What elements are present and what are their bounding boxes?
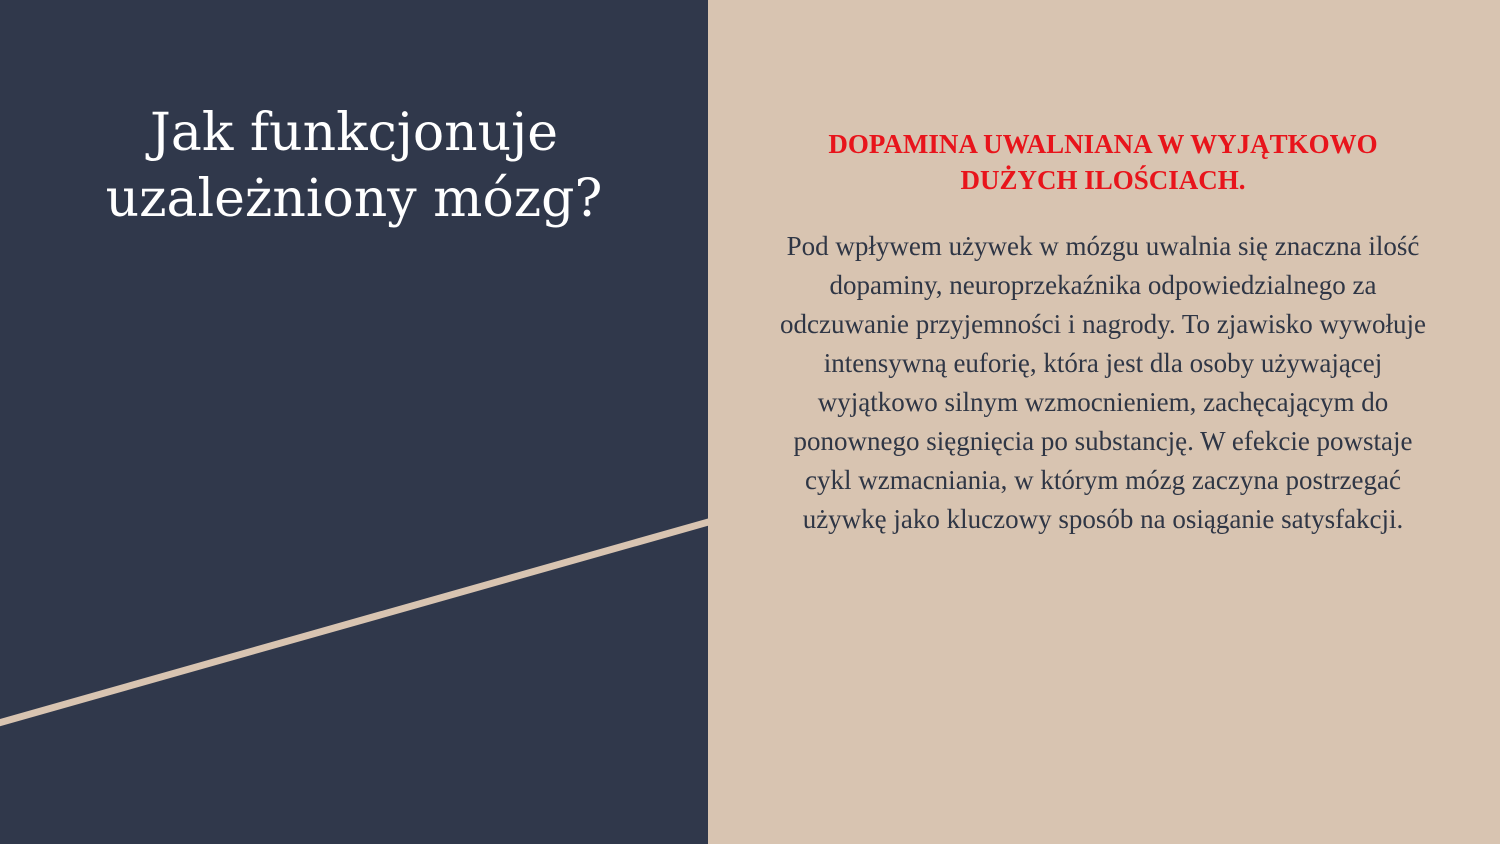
section-heading: DOPAMINA UWALNIANA W WYJĄTKOWO DUŻYCH ILOŚCIACH. [828, 129, 1378, 195]
left-panel [0, 0, 708, 844]
slide-title: Jak funkcjonuje uzależniony mózg? [105, 103, 603, 229]
diagonal-stroke [0, 521, 708, 724]
body-paragraph: Pod wpływem używek w mózgu uwalnia się znaczna ilość dopaminy, neuroprzekaźnika odpowiedzialnego za odczuwanie przyjemności i nagrody. To zjawisko wywołuje intensywną euforię, która jest dla osoby używającej wyjątkowo silnym wzmocnieniem, zachęcającym do ponownego sięgnięcia po substancję. W efekcie powstaje cykl wzmacniania, w którym mózg zaczyna postrzegać używkę jako kluczowy sposób na osiąganie satysfakcji. [780, 231, 1426, 534]
